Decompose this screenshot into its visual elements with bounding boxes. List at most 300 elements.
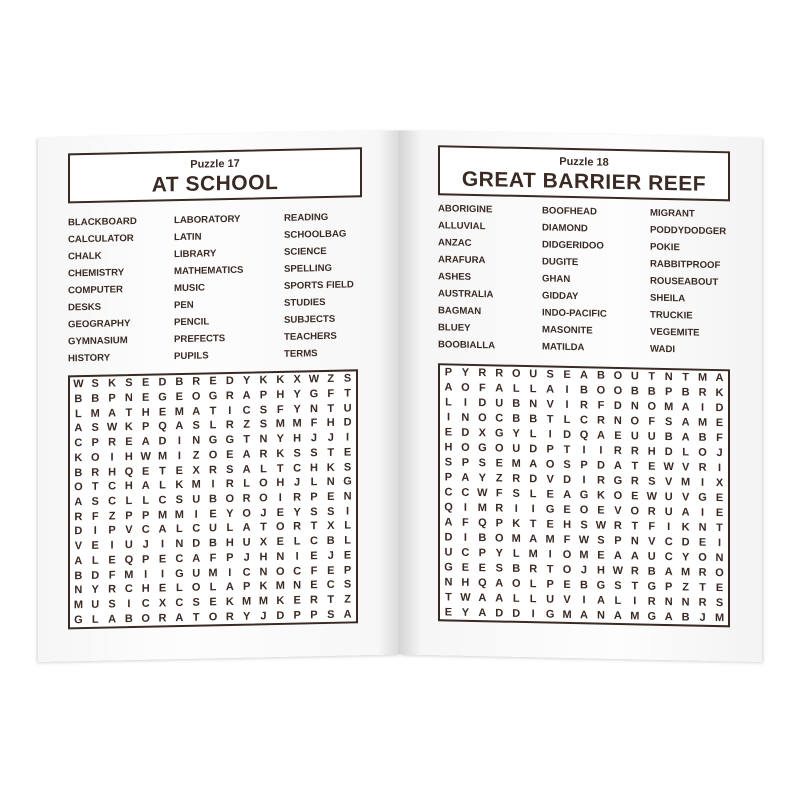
- grid-letter: E: [209, 507, 217, 521]
- grid-letter: B: [209, 537, 217, 550]
- grid-letter: E: [444, 426, 453, 439]
- puzzle-number: Puzzle 18: [559, 155, 609, 169]
- grid-letter: A: [715, 372, 724, 385]
- grid-letter: N: [664, 371, 673, 384]
- grid-letter: Y: [293, 403, 301, 416]
- grid-letter: E: [715, 492, 724, 505]
- grid-letter: I: [228, 566, 232, 579]
- grid-letter: A: [681, 431, 690, 444]
- grid-letter: I: [160, 567, 165, 580]
- grid-letter: R: [259, 448, 268, 461]
- grid-letter: D: [192, 537, 201, 550]
- grid-letter: D: [91, 569, 100, 582]
- grid-letter: I: [211, 478, 215, 491]
- grid-letter: P: [444, 366, 453, 379]
- grid-letter: E: [142, 465, 150, 478]
- grid-letter: L: [142, 494, 150, 507]
- word-item: GYMNASIUM: [68, 335, 128, 348]
- grid-letter: I: [446, 411, 450, 424]
- grid-letter: S: [563, 458, 571, 472]
- grid-letter: L: [226, 522, 234, 535]
- open-book: [38, 138, 762, 662]
- grid-letter: E: [125, 436, 133, 449]
- grid-letter: T: [631, 460, 639, 473]
- word-item: ABORIGINE: [438, 203, 493, 216]
- grid-letter: R: [698, 566, 707, 579]
- grid-letter: K: [259, 374, 268, 387]
- grid-letter: E: [209, 375, 217, 388]
- grid-letter: U: [664, 490, 673, 504]
- grid-letter: A: [242, 463, 251, 476]
- grid-letter: T: [327, 446, 335, 459]
- grid-letter: O: [630, 415, 640, 428]
- word-item: TRUCKIE: [650, 309, 693, 322]
- grid-letter: O: [191, 390, 201, 403]
- word-item: LATIN: [174, 231, 202, 244]
- grid-letter: C: [326, 579, 335, 592]
- grid-letter: C: [293, 462, 302, 475]
- grid-letter: S: [343, 372, 352, 385]
- grid-letter: P: [142, 509, 150, 522]
- grid-letter: A: [529, 532, 538, 546]
- grid-letter: P: [444, 471, 453, 484]
- grid-letter: Q: [478, 516, 487, 530]
- grid-letter: M: [124, 568, 134, 581]
- word-item: MIGRANT: [650, 207, 695, 220]
- grid-letter: C: [444, 486, 453, 499]
- word-item: MATILDA: [542, 341, 585, 354]
- word-item: GHAN: [542, 273, 571, 285]
- grid-letter: A: [158, 523, 167, 536]
- grid-letter: C: [495, 412, 504, 425]
- grid-letter: A: [613, 549, 622, 562]
- grid-letter: B: [478, 531, 487, 545]
- grid-letter: J: [327, 431, 334, 445]
- word-item: BAGMAN: [438, 305, 482, 318]
- grid-letter: G: [175, 567, 184, 580]
- word-item: ARAFURA: [438, 254, 486, 267]
- grid-letter: U: [647, 550, 656, 563]
- grid-letter: H: [124, 480, 133, 493]
- grid-letter: A: [495, 591, 504, 605]
- grid-letter: E: [91, 539, 99, 552]
- grid-letter: F: [91, 510, 99, 523]
- grid-letter: R: [225, 389, 234, 403]
- grid-letter: S: [478, 457, 487, 470]
- grid-letter: R: [478, 367, 487, 380]
- grid-letter: U: [343, 402, 352, 415]
- grid-letter: U: [192, 493, 201, 506]
- grid-letter: F: [310, 417, 318, 430]
- word-item: BLUEY: [438, 322, 471, 334]
- grid-letter: B: [647, 565, 656, 578]
- grid-letter: R: [225, 478, 234, 491]
- grid-letter: O: [647, 400, 657, 414]
- grid-letter: V: [546, 398, 554, 411]
- grid-letter: T: [276, 462, 284, 475]
- grid-letter: O: [90, 451, 100, 464]
- grid-letter: T: [125, 406, 133, 419]
- grid-letter: A: [108, 407, 117, 420]
- grid-letter: D: [461, 426, 470, 440]
- grid-letter: R: [225, 419, 234, 432]
- grid-letter: C: [242, 566, 251, 579]
- grid-letter: S: [665, 416, 673, 429]
- grid-letter: D: [276, 609, 285, 622]
- grid-letter: B: [630, 385, 639, 398]
- grid-letter: A: [495, 577, 504, 590]
- grid-letter: C: [124, 583, 133, 596]
- grid-letter: R: [647, 595, 656, 608]
- grid-letter: E: [158, 406, 167, 419]
- grid-letter: E: [648, 460, 656, 473]
- grid-letter: R: [158, 611, 167, 625]
- grid-letter: B: [124, 612, 133, 625]
- grid-letter: P: [125, 509, 133, 522]
- grid-letter: S: [310, 505, 318, 518]
- grid-letter: Y: [478, 472, 487, 485]
- grid-letter: Z: [327, 373, 335, 386]
- grid-letter: N: [293, 579, 302, 592]
- grid-letter: O: [259, 492, 268, 505]
- grid-letter: C: [108, 480, 117, 493]
- grid-letter: O: [191, 581, 201, 594]
- grid-letter: S: [310, 447, 318, 460]
- grid-letter: A: [664, 610, 673, 623]
- grid-letter: N: [664, 595, 673, 608]
- grid-letter: Q: [579, 429, 589, 442]
- grid-letter: D: [529, 473, 538, 486]
- grid-letter: B: [326, 534, 335, 548]
- grid-letter: C: [293, 565, 302, 578]
- grid-letter: E: [715, 506, 724, 520]
- grid-letter: R: [209, 463, 217, 476]
- grid-letter: D: [158, 435, 167, 448]
- grid-letter: E: [478, 561, 487, 574]
- grid-letter: T: [243, 433, 250, 446]
- grid-letter: P: [580, 459, 588, 472]
- grid-letter: A: [681, 416, 690, 429]
- grid-letter: H: [563, 518, 572, 531]
- grid-letter: K: [108, 377, 117, 390]
- grid-letter: C: [192, 522, 201, 536]
- grid-letter: M: [174, 405, 184, 418]
- grid-letter: F: [108, 568, 116, 582]
- grid-letter: S: [512, 487, 520, 500]
- grid-letter: T: [699, 581, 706, 594]
- grid-letter: E: [209, 596, 217, 609]
- grid-letter: D: [529, 443, 538, 456]
- grid-letter: G: [545, 503, 555, 516]
- grid-letter: A: [108, 612, 117, 626]
- grid-letter: I: [463, 397, 467, 410]
- grid-letter: U: [209, 522, 217, 535]
- grid-letter: A: [461, 471, 470, 484]
- grid-letter: I: [93, 525, 97, 538]
- grid-letter: K: [276, 447, 285, 460]
- grid-letter: I: [144, 568, 148, 581]
- grid-letter: X: [192, 464, 200, 477]
- grid-letter: K: [225, 595, 234, 608]
- word-item: SPELLING: [284, 262, 332, 275]
- grid-letter: O: [242, 507, 251, 520]
- word-item: MATHEMATICS: [174, 264, 244, 278]
- grid-letter: L: [529, 428, 537, 441]
- grid-letter: I: [177, 449, 181, 462]
- grid-letter: T: [716, 521, 723, 535]
- grid-letter: K: [681, 521, 690, 534]
- word-item: PODDYDODGER: [650, 224, 727, 238]
- grid-letter: N: [309, 402, 318, 416]
- grid-letter: M: [292, 417, 302, 431]
- grid-letter: U: [630, 430, 639, 443]
- grid-letter: U: [242, 536, 251, 549]
- grid-letter: I: [582, 444, 586, 457]
- grid-letter: U: [546, 593, 555, 606]
- grid-letter: S: [327, 608, 335, 621]
- grid-letter: K: [175, 479, 184, 492]
- grid-letter: B: [580, 384, 588, 397]
- grid-letter: U: [444, 546, 453, 559]
- grid-letter: L: [682, 446, 689, 459]
- grid-letter: B: [512, 562, 521, 575]
- grid-letter: F: [310, 564, 318, 577]
- grid-letter: G: [647, 580, 657, 593]
- grid-letter: H: [259, 551, 268, 564]
- grid-letter: N: [444, 575, 453, 589]
- grid-letter: J: [243, 551, 250, 564]
- word-item: PUPILS: [174, 350, 209, 363]
- grid-letter: G: [647, 610, 657, 623]
- grid-letter: N: [630, 535, 639, 548]
- grid-letter: L: [293, 535, 301, 548]
- grid-letter: N: [630, 400, 639, 413]
- grid-letter: T: [159, 464, 166, 478]
- grid-letter: F: [478, 382, 486, 395]
- grid-letter: N: [259, 565, 268, 578]
- grid-letter: E: [142, 391, 150, 404]
- grid-letter: O: [562, 563, 572, 576]
- grid-letter: S: [495, 562, 503, 575]
- grid-letter: I: [110, 451, 114, 464]
- grid-letter: I: [228, 404, 232, 417]
- grid-letter: Y: [242, 610, 251, 623]
- word-item: CHALK: [68, 250, 102, 263]
- grid-letter: A: [192, 552, 201, 565]
- grid-letter: O: [596, 384, 606, 398]
- word-item: STUDIES: [284, 296, 326, 309]
- grid-letter: R: [630, 445, 639, 458]
- grid-letter: M: [630, 609, 640, 622]
- word-item: DIAMOND: [542, 222, 588, 235]
- grid-letter: A: [495, 382, 504, 395]
- grid-letter: M: [681, 476, 691, 489]
- grid-letter: F: [495, 487, 503, 500]
- grid-letter: O: [276, 565, 285, 578]
- grid-letter: R: [108, 436, 117, 449]
- grid-letter: V: [681, 461, 690, 474]
- grid-letter: W: [308, 373, 320, 386]
- grid-letter: K: [276, 374, 285, 387]
- grid-letter: I: [548, 548, 552, 561]
- grid-letter: A: [613, 460, 622, 473]
- grid-letter: J: [142, 538, 149, 551]
- grid-letter: B: [580, 578, 588, 591]
- word-item: SPORTS FIELD: [284, 279, 354, 292]
- grid-letter: I: [160, 538, 165, 551]
- word-item: WADI: [650, 343, 676, 356]
- grid-letter: A: [192, 405, 201, 418]
- grid-letter: T: [192, 611, 200, 624]
- grid-letter: W: [612, 564, 624, 577]
- grid-letter: O: [613, 489, 623, 503]
- grid-letter: S: [343, 461, 352, 474]
- grid-letter: U: [91, 598, 100, 611]
- grid-letter: L: [563, 414, 571, 427]
- grid-letter: T: [327, 593, 335, 606]
- grid-letter: Z: [243, 419, 250, 432]
- grid-letter: N: [124, 392, 133, 405]
- grid-letter: R: [309, 594, 318, 607]
- grid-letter: R: [293, 491, 302, 504]
- word-item: BOOBIALLA: [438, 339, 496, 352]
- grid-letter: P: [142, 553, 150, 566]
- grid-letter: T: [260, 521, 267, 534]
- word-item: SCHOOLBAG: [284, 228, 347, 241]
- grid-letter: V: [648, 535, 656, 548]
- grid-letter: Y: [293, 506, 301, 519]
- grid-letter: B: [91, 392, 100, 405]
- grid-letter: P: [226, 551, 234, 564]
- grid-letter: V: [74, 540, 83, 553]
- grid-letter: K: [512, 517, 521, 530]
- grid-letter: Y: [495, 547, 503, 560]
- grid-letter: M: [697, 416, 708, 430]
- grid-letter: B: [529, 413, 538, 426]
- grid-letter: A: [596, 594, 605, 607]
- grid-letter: P: [665, 580, 673, 593]
- grid-letter: O: [715, 566, 724, 579]
- word-item: DIDGERIDOO: [542, 239, 604, 252]
- grid-letter: R: [512, 472, 521, 485]
- word-item: ALLUVIAL: [438, 220, 486, 233]
- grid-letter: T: [310, 520, 318, 533]
- grid-letter: P: [310, 491, 318, 504]
- grid-letter: A: [74, 496, 83, 509]
- word-item: HISTORY: [68, 352, 111, 365]
- grid-letter: L: [91, 613, 99, 626]
- grid-letter: E: [563, 369, 571, 382]
- grid-letter: I: [599, 444, 603, 457]
- grid-letter: H: [461, 576, 470, 589]
- grid-letter: B: [175, 376, 184, 389]
- grid-letter: X: [293, 373, 301, 386]
- grid-letter: E: [175, 391, 184, 404]
- grid-letter: P: [546, 578, 554, 591]
- grid-letter: A: [580, 369, 588, 382]
- grid-letter: G: [444, 561, 453, 574]
- grid-letter: D: [495, 606, 504, 620]
- grid-letter: M: [511, 457, 521, 471]
- grid-letter: B: [512, 398, 521, 411]
- grid-letter: R: [495, 367, 504, 381]
- grid-letter: S: [108, 598, 116, 611]
- grid-letter: L: [445, 396, 452, 409]
- grid-letter: N: [698, 521, 707, 534]
- grid-letter: T: [648, 371, 656, 384]
- grid-letter: Q: [124, 553, 134, 566]
- grid-letter: M: [208, 566, 218, 579]
- word-item: SCIENCE: [284, 245, 327, 258]
- grid-letter: F: [209, 552, 217, 565]
- grid-letter: E: [327, 564, 335, 577]
- grid-letter: R: [108, 583, 117, 596]
- grid-letter: P: [343, 563, 352, 577]
- grid-letter: A: [580, 608, 588, 621]
- grid-letter: A: [681, 506, 690, 519]
- grid-letter: O: [511, 577, 521, 590]
- grid-letter: D: [563, 429, 572, 442]
- grid-letter: F: [276, 403, 284, 416]
- grid-letter: P: [478, 546, 487, 559]
- grid-letter: W: [578, 533, 590, 547]
- grid-letter: D: [596, 459, 605, 472]
- grid-letter: J: [260, 609, 267, 622]
- grid-letter: V: [563, 593, 571, 606]
- grid-letter: E: [563, 578, 571, 591]
- grid-letter: S: [192, 420, 200, 433]
- grid-letter: D: [225, 375, 234, 388]
- grid-letter: V: [125, 524, 133, 537]
- grid-letter: O: [208, 610, 218, 624]
- grid-letter: C: [664, 550, 673, 563]
- grid-letter: J: [294, 476, 301, 489]
- grid-letter: S: [648, 475, 656, 488]
- grid-letter: O: [276, 521, 285, 534]
- grid-letter: O: [698, 551, 707, 564]
- grid-letter: A: [681, 401, 690, 414]
- word-item: INDO-PACIFIC: [542, 307, 607, 320]
- grid-letter: A: [242, 521, 251, 535]
- grid-letter: E: [597, 549, 605, 562]
- grid-letter: T: [682, 371, 689, 384]
- grid-letter: L: [125, 495, 133, 508]
- grid-letter: C: [461, 486, 470, 499]
- grid-letter: A: [664, 565, 673, 578]
- grid-letter: P: [91, 436, 99, 450]
- grid-letter: Y: [461, 606, 470, 619]
- grid-letter: G: [596, 579, 606, 592]
- grid-letter: S: [259, 403, 268, 417]
- grid-letter: H: [124, 450, 133, 464]
- grid-letter: H: [326, 417, 335, 430]
- grid-letter: S: [259, 418, 268, 431]
- grid-letter: S: [91, 378, 99, 391]
- grid-letter: O: [225, 492, 235, 506]
- grid-letter: K: [326, 461, 335, 474]
- grid-letter: N: [529, 398, 538, 411]
- grid-letter: H: [141, 406, 150, 419]
- grid-letter: S: [192, 596, 200, 609]
- grid-letter: R: [596, 474, 605, 487]
- grid-letter: M: [258, 595, 269, 608]
- grid-letter: C: [175, 596, 184, 610]
- grid-letter: N: [74, 584, 83, 597]
- grid-letter: A: [546, 383, 555, 397]
- grid-letter: E: [226, 448, 234, 461]
- grid-letter: P: [108, 524, 116, 537]
- grid-letter: R: [91, 466, 100, 479]
